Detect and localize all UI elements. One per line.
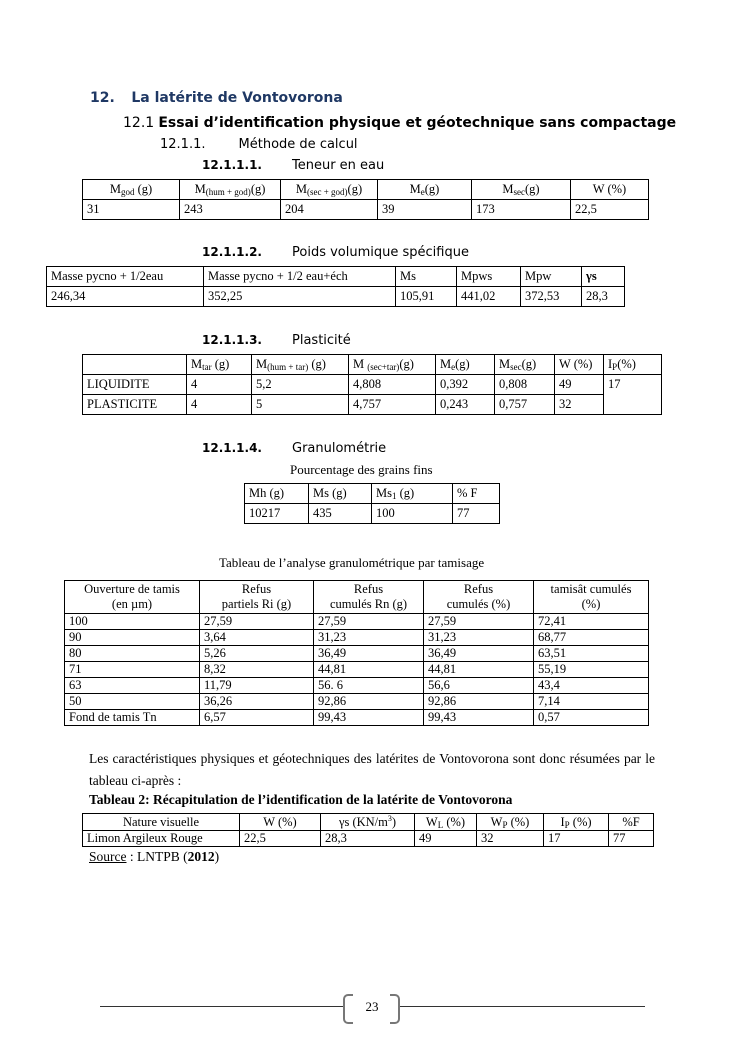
header-cell: γs xyxy=(582,267,625,287)
cell: 31 xyxy=(83,200,180,220)
cell: 435 xyxy=(309,504,372,524)
cell: Fond de tamis Tn xyxy=(65,710,200,726)
cell: 44,81 xyxy=(314,662,424,678)
header-ouverture: Ouverture de tamis (en µm) xyxy=(65,581,200,614)
cell: 55,19 xyxy=(534,662,649,678)
granulo-title: Granulométrie xyxy=(292,441,387,456)
source-text: : LNTPB ( xyxy=(126,849,188,864)
cell: 6,57 xyxy=(200,710,314,726)
cell: 105,91 xyxy=(396,287,457,307)
header-msec: M $_{(sec+tar)}$(g) xyxy=(349,355,436,375)
cell: 56. 6 xyxy=(314,678,424,694)
header-w: W (%) xyxy=(240,814,321,831)
cell: 27,59 xyxy=(424,614,534,630)
header-refus-partiels: Refus partiels Ri (g) xyxy=(200,581,314,614)
table-row xyxy=(83,375,662,395)
cell: 50 xyxy=(65,694,200,710)
section-number: 12. xyxy=(90,90,115,106)
cell: 77 xyxy=(609,831,654,847)
header-cell: Mpws xyxy=(457,267,521,287)
cell: 71 xyxy=(65,662,200,678)
cell: 100 xyxy=(65,614,200,630)
cell: 27,59 xyxy=(314,614,424,630)
teneur-number: 12.1.1.1. xyxy=(202,158,262,172)
cell: 63,51 xyxy=(534,646,649,662)
cell: 173 xyxy=(472,200,571,220)
cell: 72,41 xyxy=(534,614,649,630)
cell: 4 xyxy=(187,375,252,395)
cell: 4,808 xyxy=(349,375,436,395)
cell: 7,14 xyxy=(534,694,649,710)
subsub-heading xyxy=(160,137,358,152)
header-msec2: $M_{sec}(g)$ xyxy=(472,180,571,200)
cell: 36,26 xyxy=(200,694,314,710)
table-header-row xyxy=(83,814,654,831)
poids-heading xyxy=(202,245,469,260)
header-me: $M_e(g)$ xyxy=(436,355,495,375)
cell: 92,86 xyxy=(424,694,534,710)
cell: 246,34 xyxy=(47,287,204,307)
table-header-row xyxy=(83,355,662,375)
cell: 28,3 xyxy=(321,831,415,847)
header-cell: Masse pycno + 1/2 eau+éch xyxy=(204,267,396,287)
cell: 11,79 xyxy=(200,678,314,694)
cell: 49 xyxy=(555,375,604,395)
header-mhum: $M_{(hum + tar)}$ (g) xyxy=(252,355,349,375)
header-ip: $I_P$ (%) xyxy=(544,814,609,831)
header-refus-cumules: Refus cumulés Rn (g) xyxy=(314,581,424,614)
cell: Limon Argileux Rouge xyxy=(83,831,240,847)
cell: 99,43 xyxy=(314,710,424,726)
header-w: W (%) xyxy=(571,180,649,200)
cell: 36,49 xyxy=(424,646,534,662)
page-number: 23 xyxy=(365,999,379,1014)
cell: 22,5 xyxy=(571,200,649,220)
source-end: ) xyxy=(214,849,220,864)
header-msec2: $M_{sec}(g)$ xyxy=(495,355,555,375)
header-wp: $W_P$ (%) xyxy=(477,814,544,831)
granulo-number: 12.1.1.4. xyxy=(202,441,262,455)
cell: 49 xyxy=(415,831,477,847)
table-header-row xyxy=(83,180,649,200)
cell: 90 xyxy=(65,630,200,646)
cell: 4 xyxy=(187,395,252,415)
teneur-heading xyxy=(202,158,384,173)
header-ms: Ms (g) xyxy=(309,484,372,504)
fins-title: Pourcentage des grains fins xyxy=(290,462,433,477)
cell: 17 xyxy=(604,375,662,415)
cell: 99,43 xyxy=(424,710,534,726)
header-mgod: $M_{god}$ (g) xyxy=(83,180,180,200)
table-row xyxy=(65,710,649,726)
cell: 5,26 xyxy=(200,646,314,662)
recap-title: Tableau 2: Récapitulation de l’identification de la latérite de Vontovorona xyxy=(89,792,513,807)
cell: 100 xyxy=(372,504,453,524)
table-row xyxy=(65,646,649,662)
cell: 204 xyxy=(281,200,378,220)
cell: 441,02 xyxy=(457,287,521,307)
subsub-title: Méthode de calcul xyxy=(238,137,358,152)
poids-number: 12.1.1.2. xyxy=(202,245,262,259)
subsection-heading xyxy=(123,115,676,131)
subsection-title: Essai d’identification physique et géotechnique sans compactage xyxy=(158,115,677,131)
table-row xyxy=(47,287,625,307)
subsub-number: 12.1.1. xyxy=(160,137,206,152)
table-row xyxy=(65,614,649,630)
cell: 92,86 xyxy=(314,694,424,710)
footer-bracket-left xyxy=(343,994,353,1024)
cell: 0,392 xyxy=(436,375,495,395)
plasticite-number: 12.1.1.3. xyxy=(202,333,262,347)
header-f: %F xyxy=(609,814,654,831)
cell: 0,757 xyxy=(495,395,555,415)
plasticite-heading xyxy=(202,333,351,348)
cell: 31,23 xyxy=(314,630,424,646)
cell: 56,6 xyxy=(424,678,534,694)
header-msec: $M_{(sec + god)}(g)$ xyxy=(281,180,378,200)
table-row xyxy=(245,504,500,524)
poids-title: Poids volumique spécifique xyxy=(292,245,469,260)
cell: 243 xyxy=(180,200,281,220)
section-heading xyxy=(90,90,343,106)
header-cell: Mpw xyxy=(521,267,582,287)
cell: 39 xyxy=(378,200,472,220)
fins-table xyxy=(244,483,500,524)
header-f: % F xyxy=(453,484,500,504)
cell: 43,4 xyxy=(534,678,649,694)
table-row xyxy=(65,630,649,646)
header-mtar: $M_{tar}$ (g) xyxy=(187,355,252,375)
cell: 31,23 xyxy=(424,630,534,646)
table-header-row xyxy=(65,581,649,614)
header-tamisat: tamisât cumulés (%) xyxy=(534,581,649,614)
cell: 372,53 xyxy=(521,287,582,307)
cell: 0,808 xyxy=(495,375,555,395)
header-ip: $I_P(\%)$ xyxy=(604,355,662,375)
table-header-row xyxy=(245,484,500,504)
header-cell: Ms xyxy=(396,267,457,287)
header-gamma: γs $(KN/m^3)$ xyxy=(321,814,415,831)
header-ms1: $Ms_1$ (g) xyxy=(372,484,453,504)
cell: 17 xyxy=(544,831,609,847)
cell: 3,64 xyxy=(200,630,314,646)
cell: 8,32 xyxy=(200,662,314,678)
cell: 10217 xyxy=(245,504,309,524)
tamis-table xyxy=(64,580,649,726)
header-w: W (%) xyxy=(555,355,604,375)
cell: LIQUIDITE xyxy=(83,375,187,395)
cell: 68,77 xyxy=(534,630,649,646)
cell: 63 xyxy=(65,678,200,694)
cell: 22,5 xyxy=(240,831,321,847)
poids-table xyxy=(46,266,625,307)
teneur-title: Teneur en eau xyxy=(292,158,385,173)
plasticite-table xyxy=(82,354,662,415)
source-label: Source xyxy=(89,849,127,864)
cell: PLASTICITE xyxy=(83,395,187,415)
granulo-heading xyxy=(202,441,386,456)
footer-line-left xyxy=(100,1006,343,1007)
cell: 27,59 xyxy=(200,614,314,630)
table-row xyxy=(65,678,649,694)
teneur-table xyxy=(82,179,649,220)
footer-bracket-right xyxy=(390,994,400,1024)
header-cell: Masse pycno + 1/2eau xyxy=(47,267,204,287)
cell: 5,2 xyxy=(252,375,349,395)
header-empty xyxy=(83,355,187,375)
cell: 77 xyxy=(453,504,500,524)
cell: 28,3 xyxy=(582,287,625,307)
cell: 32 xyxy=(555,395,604,415)
summary-paragraph: Les caractéristiques physiques et géotechniques des latérites de Vontovorona sont donc résumées par le tableau ci-après : xyxy=(89,751,655,788)
cell: 5 xyxy=(252,395,349,415)
subsection-number: 12.1 xyxy=(123,115,155,131)
header-me: $M_e(g)$ xyxy=(378,180,472,200)
cell: 0,57 xyxy=(534,710,649,726)
source-line xyxy=(89,849,219,865)
table-header-row xyxy=(47,267,625,287)
cell: 4,757 xyxy=(349,395,436,415)
cell: 80 xyxy=(65,646,200,662)
recap-table xyxy=(82,813,654,847)
section-title: La latérite de Vontovorona xyxy=(131,90,343,106)
header-mh: Mh (g) xyxy=(245,484,309,504)
header-wl: $W_L$ (%) xyxy=(415,814,477,831)
cell: 44,81 xyxy=(424,662,534,678)
table-row xyxy=(65,662,649,678)
cell: 36,49 xyxy=(314,646,424,662)
header-refus-pct: Refus cumulés (%) xyxy=(424,581,534,614)
plasticite-title: Plasticité xyxy=(292,333,351,348)
header-mhum: $M_{(hum + god)}(g)$ xyxy=(180,180,281,200)
cell: 32 xyxy=(477,831,544,847)
table-row xyxy=(83,200,649,220)
footer-line-right xyxy=(400,1006,645,1007)
header-nature: Nature visuelle xyxy=(83,814,240,831)
table-row xyxy=(65,694,649,710)
cell: 0,243 xyxy=(436,395,495,415)
source-year: 2012 xyxy=(187,849,215,864)
table-row xyxy=(83,395,662,415)
tamis-title: Tableau de l’analyse granulométrique par tamisage xyxy=(219,555,485,570)
cell: 352,25 xyxy=(204,287,396,307)
table-row xyxy=(83,831,654,847)
